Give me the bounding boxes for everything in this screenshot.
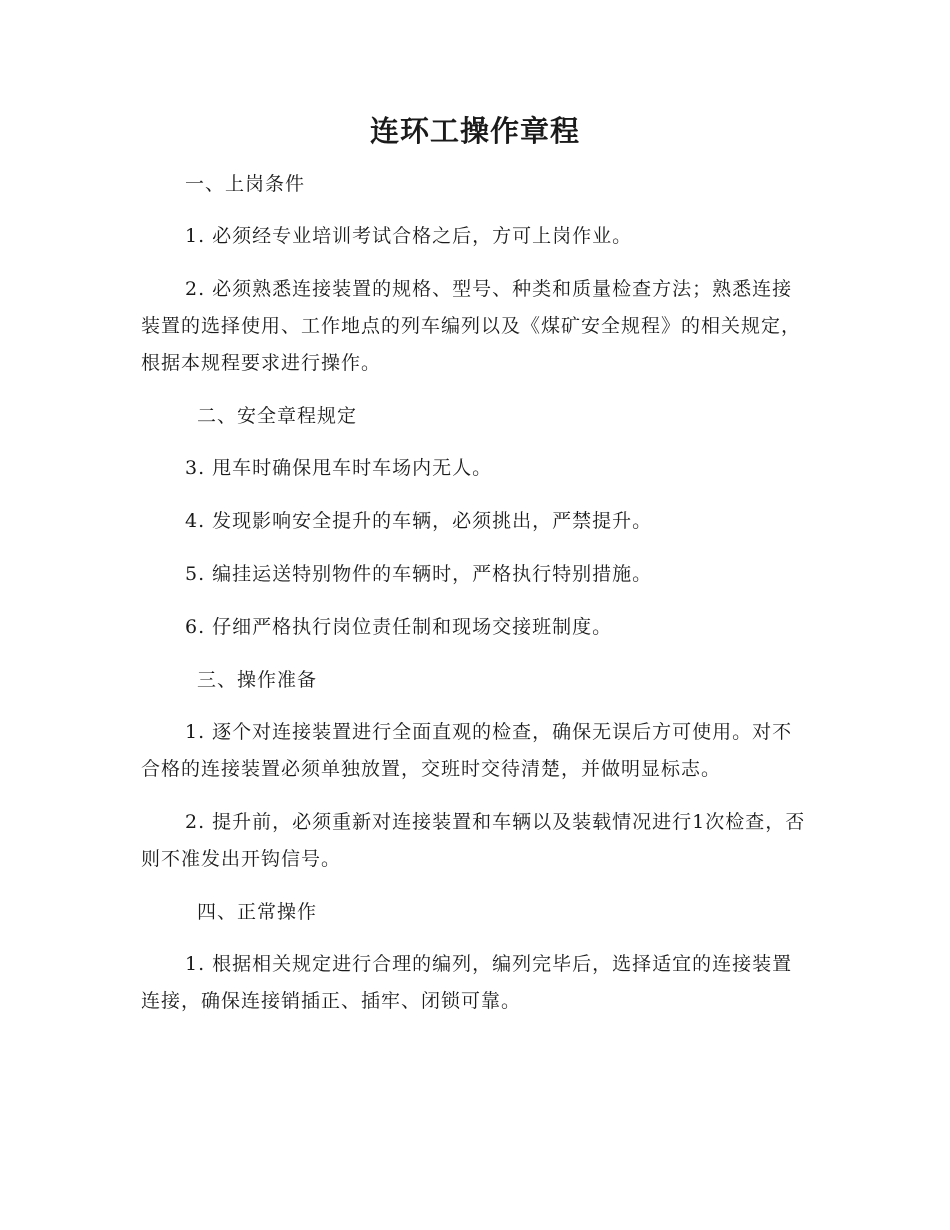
paragraph: 5. 编挂运送特别物件的车辆时，严格执行特别措施。 [185,563,653,585]
section-heading: 一、上岗条件 [185,173,306,195]
paragraph: 1. 根据相关规定进行合理的编列，编列完毕后，选择适宜的连接装置连接，确保连接销插正、插牢、闭锁可靠。 [141,953,793,1012]
paragraph: 1. 逐个对连接装置进行全面直观的检查，确保无误后方可使用。对不合格的连接装置必须单独放置，交班时交待清楚，并做明显标志。 [141,721,793,780]
paragraph: 2. 必须熟悉连接装置的规格、型号、种类和质量检查方法；熟悉连接装置的选择使用、工作地点的列车编列以及《煤矿安全规程》的相关规定，根据本规程要求进行操作。 [141,278,802,374]
document-body [141,166,809,1020]
section-heading: 二、安全章程规定 [197,405,358,427]
paragraph: 4. 发现影响安全提升的车辆，必须挑出，严禁提升。 [185,510,653,532]
section-normal-operation [141,894,809,1020]
paragraph: 6. 仔细严格执行岗位责任制和现场交接班制度。 [185,616,613,638]
section-preparation [141,662,809,878]
section-heading: 三、操作准备 [197,669,318,691]
section-qualification [141,166,809,382]
section-safety-rules [141,398,809,646]
paragraph: 3. 甩车时确保甩车时车场内无人。 [185,457,493,479]
paragraph: 1. 必须经专业培训考试合格之后，方可上岗作业。 [185,225,633,247]
section-heading: 四、正常操作 [197,901,318,923]
paragraph: 2. 提升前，必须重新对连接装置和车辆以及装载情况进行1次检查，否则不准发出开钩信号。 [141,811,806,870]
document-title: 连环工操作章程 [369,114,580,148]
